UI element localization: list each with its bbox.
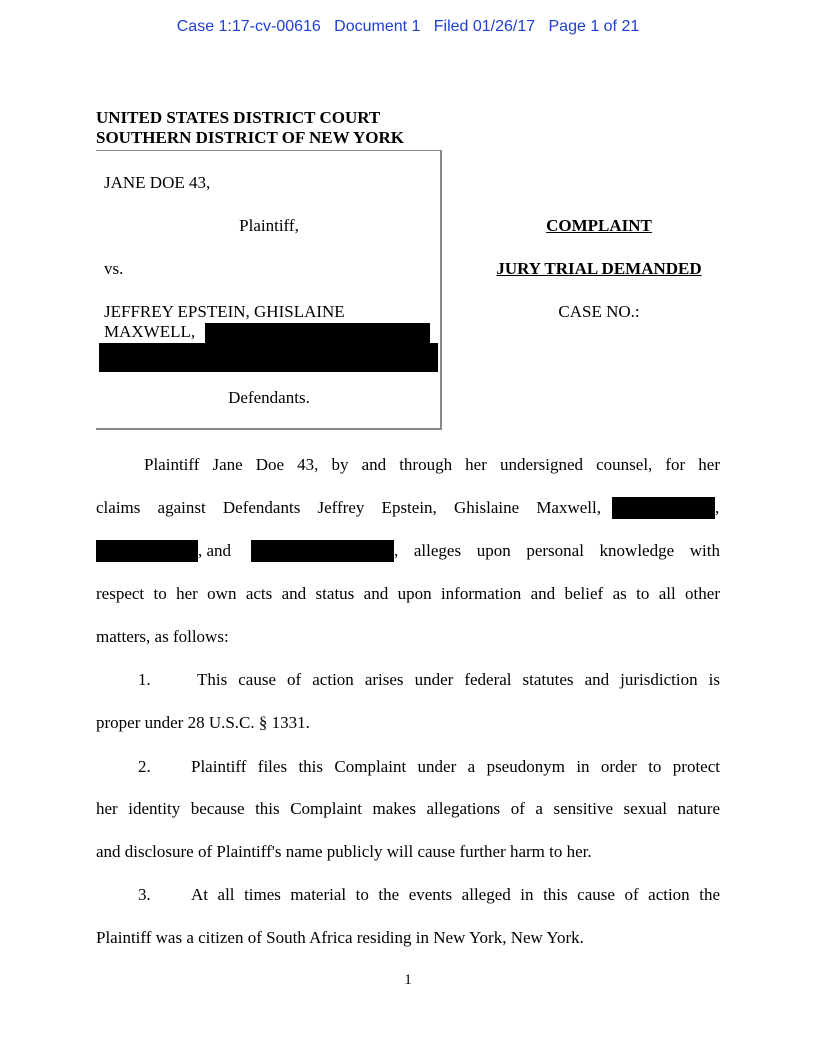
- paragraph-number-1: 1.: [138, 670, 151, 689]
- intro-line-2: claims against Defendants Jeffrey Epstein, Ghislaine Maxwell,: [96, 498, 601, 517]
- paragraph-number-3: 3.: [138, 885, 151, 904]
- defendants-role: Defendants.: [228, 388, 310, 407]
- redaction-bar: [96, 540, 198, 562]
- redaction-bar: [99, 343, 438, 372]
- intro-line-3-tail: , alleges upon personal knowledge with: [394, 541, 720, 560]
- paragraph-3-line-1: At all times material to the events alleged in this cause of action the: [191, 885, 720, 904]
- complaint-title: COMPLAINT: [546, 216, 652, 235]
- court-line-1: UNITED STATES DISTRICT COURT: [96, 108, 381, 127]
- court-line-2: SOUTHERN DISTRICT OF NEW YORK: [96, 128, 404, 147]
- intro-line-2-comma: ,: [715, 498, 720, 517]
- intro-line-5: matters, as follows:: [96, 627, 229, 646]
- case-number-label: CASE NO.:: [558, 302, 640, 321]
- defendants-line-1: JEFFREY EPSTEIN, GHISLAINE: [104, 302, 345, 321]
- redaction-bar: [205, 323, 430, 343]
- plaintiff-role: Plaintiff,: [239, 216, 299, 235]
- paragraph-1-line-1: This cause of action arises under federal statutes and jurisdiction is: [197, 670, 720, 689]
- filing-header-stamp: Case 1:17-cv-00616 Document 1 Filed 01/26/17 Page 1 of 21: [176, 18, 640, 35]
- paragraph-2-line-1: Plaintiff files this Complaint under a pseudonym in order to protect: [191, 757, 720, 776]
- paragraph-1-line-2: proper under 28 U.S.C. § 1331.: [96, 713, 310, 732]
- defendants-line-2: MAXWELL,: [104, 322, 196, 341]
- court-name: [96, 108, 404, 148]
- paragraph-number-2: 2.: [138, 757, 151, 776]
- intro-line-3-and: , and: [198, 541, 232, 560]
- paragraph-2-line-2: her identity because this Complaint makes allegations of a sensitive sexual nature: [96, 799, 720, 818]
- redaction-bar: [612, 497, 715, 519]
- redaction-bar: [251, 540, 394, 562]
- intro-line-1: Plaintiff Jane Doe 43, by and through her undersigned counsel, for her: [144, 455, 720, 474]
- paragraph-3-line-2: Plaintiff was a citizen of South Africa residing in New York, New York.: [96, 928, 584, 947]
- intro-line-4: respect to her own acts and status and upon information and belief as to all other: [96, 584, 720, 603]
- paragraph-2-line-3: and disclosure of Plaintiff's name publicly will cause further harm to her.: [96, 842, 592, 861]
- page-number: 1: [404, 972, 412, 988]
- versus-label: vs.: [104, 259, 124, 278]
- jury-trial-demanded: JURY TRIAL DEMANDED: [496, 259, 702, 278]
- plaintiff-name: JANE DOE 43,: [104, 173, 211, 192]
